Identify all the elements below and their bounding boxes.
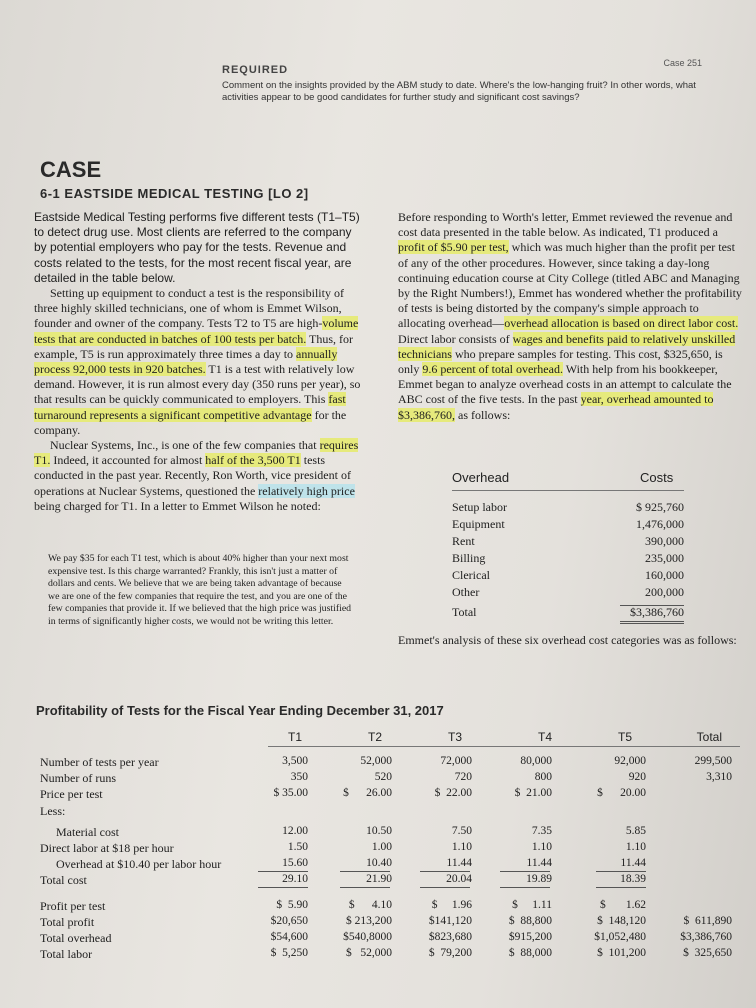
column-header-t3: T3	[447, 730, 462, 744]
table-cell: $141,120	[428, 915, 472, 927]
table-cell: 299,500	[694, 755, 732, 767]
table-cell: 7.50	[451, 825, 472, 837]
table-cell: $ 20.00	[597, 787, 646, 799]
table-cell: $ 5,250	[270, 947, 308, 959]
overhead-row: Billing 235,000	[452, 551, 684, 565]
table-cell: 20.04	[446, 873, 472, 885]
right-column	[398, 210, 744, 423]
table-cell: $ 88,000	[508, 947, 552, 959]
table-cell: 1.10	[531, 841, 552, 853]
table-cell: 92,000	[614, 755, 646, 767]
table-cell: 1.10	[451, 841, 472, 853]
table-cell: 10.50	[366, 825, 392, 837]
table-cell: $ 611,890	[683, 915, 732, 927]
row-label: Less:	[40, 804, 66, 818]
table-cell: $ 325,650	[683, 947, 732, 959]
table-cell: 1.10	[625, 841, 646, 853]
table-cell: $ 22.00	[434, 787, 472, 799]
profit-rule	[340, 887, 390, 888]
column-header-t1: T1	[287, 730, 302, 744]
table-cell: 12.00	[282, 825, 308, 837]
table-cell: $ 148,120	[597, 915, 646, 927]
table-cell: 520	[374, 771, 392, 783]
table-cell: $ 1.96	[431, 899, 472, 911]
emmet-paragraph: Before responding to Worth's letter, Emmet reviewed the revenue and cost data presented in the table below. As indicated, T1 produced a profit of $5.90 per test, which was much higher than the profit per test of any of the other procedures. However, since taking a day-long continuing education course at City College (titled ABC and Managing by the Right Numbers!), Emmet has wondered whether the profitability of tests is being distorted by the company's simple approach to allocating overhead—overhead allocation is based on direct labor cost. Direct labor consists of wages and benefits paid to relatively unskilled technicians who prepare samples for testing. This cost, $325,650, is only 9.6 percent of total overhead. With help from his bookkeeper, Emmet began to analyze overhead costs in an attempt to calculate the ABC cost of the five tests. In the past year, overhead amounted to $3,386,760, as follows:	[398, 210, 742, 422]
overhead-total-double-rule	[620, 621, 684, 624]
table-cell: 52,000	[360, 755, 392, 767]
row-label: Total cost	[40, 873, 87, 887]
table-cell: $ 4.10	[348, 899, 392, 911]
left-column	[34, 210, 366, 514]
table-cell: 29.10	[282, 873, 308, 885]
profit-rule	[500, 887, 550, 888]
setup-paragraph: Setting up equipment to conduct a test is the responsibility of three highly skilled technicians, one of whom is Emmet Wilson, founder and owner of the company. Tests T2 to T5 are high-volume tests that are conducted in batches of 100 tests per batch. Thus, for example, T5 is run approximately three times a day to annually process 92,000 tests in 920 batches. T1 is a test with relatively low demand. However, it is run almost every day (350 runs per year), so that results can be quickly communicated to employers. This fast turnaround represents a significant competitive advantage for the company.	[34, 286, 361, 437]
overhead-row: Setup labor $ 925,760	[452, 500, 684, 514]
table-cell: 11.44	[446, 857, 472, 869]
row-label: Direct labor at $18 per hour	[40, 841, 174, 855]
column-header-t2: T2	[367, 730, 382, 744]
table-cell: $ 213,200	[346, 915, 392, 927]
total-cost-rule	[420, 871, 470, 872]
table-cell: 1.50	[287, 841, 308, 853]
table-cell: $3,386,760	[680, 931, 732, 943]
table-cell: 7.35	[531, 825, 552, 837]
table-cell: $ 21.00	[514, 787, 552, 799]
table-cell: $ 35.00	[273, 787, 308, 799]
case-title: 6-1 EASTSIDE MEDICAL TESTING [LO 2]	[40, 186, 309, 201]
total-cost-rule	[258, 871, 308, 872]
table-cell: $ 26.00	[343, 787, 392, 799]
row-label: Total overhead	[40, 931, 112, 945]
overhead-row: Other 200,000	[452, 585, 684, 599]
required-text: Comment on the insights provided by the ABM study to date. Where's the low-hanging fruit? In other words, what activities appear to be good candidates for further study and significant cost savings?	[222, 80, 696, 103]
table-cell: $ 88,800	[508, 915, 552, 927]
profit-rule	[596, 887, 646, 888]
table-cell: $20,650	[270, 915, 308, 927]
table-cell: 80,000	[520, 755, 552, 767]
costs-header: Costs	[640, 470, 674, 485]
row-label: Profit per test	[40, 899, 106, 913]
table-cell: 3,310	[706, 771, 732, 783]
table-cell: 1.00	[371, 841, 392, 853]
required-heading: REQUIRED	[222, 64, 289, 76]
row-label: Number of tests per year	[40, 755, 159, 769]
table-cell: 11.44	[526, 857, 552, 869]
row-label: Number of runs	[40, 771, 116, 785]
table-cell: 350	[290, 771, 308, 783]
table-cell: 72,000	[440, 755, 472, 767]
table-cell: 720	[454, 771, 472, 783]
table-cell: $54,600	[270, 931, 308, 943]
table-cell: $ 52,000	[346, 947, 392, 959]
overhead-rule	[452, 490, 684, 491]
table-cell: 3,500	[282, 755, 308, 767]
overhead-total-row: Total $3,386,760	[452, 605, 684, 619]
table-cell: 11.44	[620, 857, 646, 869]
row-label: Total labor	[40, 947, 93, 961]
table-cell: $915,200	[508, 931, 552, 943]
table-cell: 19.89	[526, 873, 552, 885]
analysis-intro: Emmet's analysis of these six overhead cost categories was as follows:	[398, 633, 737, 647]
total-cost-rule	[340, 871, 390, 872]
intro-paragraph: Eastside Medical Testing performs five different tests (T1–T5) to detect drug use. Most clients are referred to the company by potential employers who pay for the tests. Revenue and costs related to the tests, for the most recent fiscal year, are detailed in the table below.	[34, 210, 360, 285]
column-header-t5: T5	[617, 730, 632, 744]
table-cell: 920	[628, 771, 646, 783]
row-label: Overhead at $10.40 per labor hour	[56, 857, 222, 871]
worth-letter-quote: We pay $35 for each T1 test, which is about 40% higher than your next most expensive test. Is this charge warranted? Frankly, this isn't just a matter of dollars and cents. We believe that we are being taken advantage of because we are one of the few companies that require the test, and you are one of the few companies that provide it. If we believed that the high price was justified in terms of significantly higher costs, we would not be writing this letter.	[48, 553, 352, 627]
case-label: CASE	[40, 157, 102, 182]
profit-rule	[420, 887, 470, 888]
profitability-header-rule	[268, 746, 740, 747]
total-cost-rule	[596, 871, 646, 872]
table-cell: $540,8000	[343, 931, 392, 943]
table-cell: $ 79,200	[428, 947, 472, 959]
overhead-row: Clerical 160,000	[452, 568, 684, 582]
nuclear-paragraph: Nuclear Systems, Inc., is one of the few companies that requires T1. Indeed, it accounted for almost half of the 3,500 T1 tests conducted in the past year. Recently, Ron Worth, vice president of operations at Nuclear Systems, questioned the relatively high price being charged for T1. In a letter to Emmet Wilson he noted:	[34, 438, 359, 513]
table-cell: 15.60	[282, 857, 308, 869]
overhead-row: Rent 390,000	[452, 534, 684, 548]
total-cost-rule	[500, 871, 550, 872]
profit-rule	[258, 887, 308, 888]
table-cell: 18.39	[620, 873, 646, 885]
table-cell: $ 1.11	[512, 899, 552, 911]
table-cell: 10.40	[366, 857, 392, 869]
column-header-total: Total	[696, 730, 722, 744]
overhead-header: Overhead	[452, 470, 510, 485]
table-cell: $ 101,200	[597, 947, 646, 959]
table-cell: $ 5.90	[276, 899, 308, 911]
table-cell: 5.85	[625, 825, 646, 837]
row-label: Price per test	[40, 787, 103, 801]
table-cell: $ 1.62	[600, 899, 646, 911]
row-label: Material cost	[56, 825, 119, 839]
profitability-title: Profitability of Tests for the Fiscal Year Ending December 31, 2017	[36, 703, 444, 718]
overhead-row: Equipment 1,476,000	[452, 517, 684, 531]
case-number: Case 251	[663, 58, 702, 68]
table-cell: $1,052,480	[594, 931, 646, 943]
table-cell: $823,680	[428, 931, 472, 943]
table-cell: 800	[534, 771, 552, 783]
column-header-t4: T4	[537, 730, 552, 744]
table-cell: 21.90	[366, 873, 392, 885]
row-label: Total profit	[40, 915, 95, 929]
